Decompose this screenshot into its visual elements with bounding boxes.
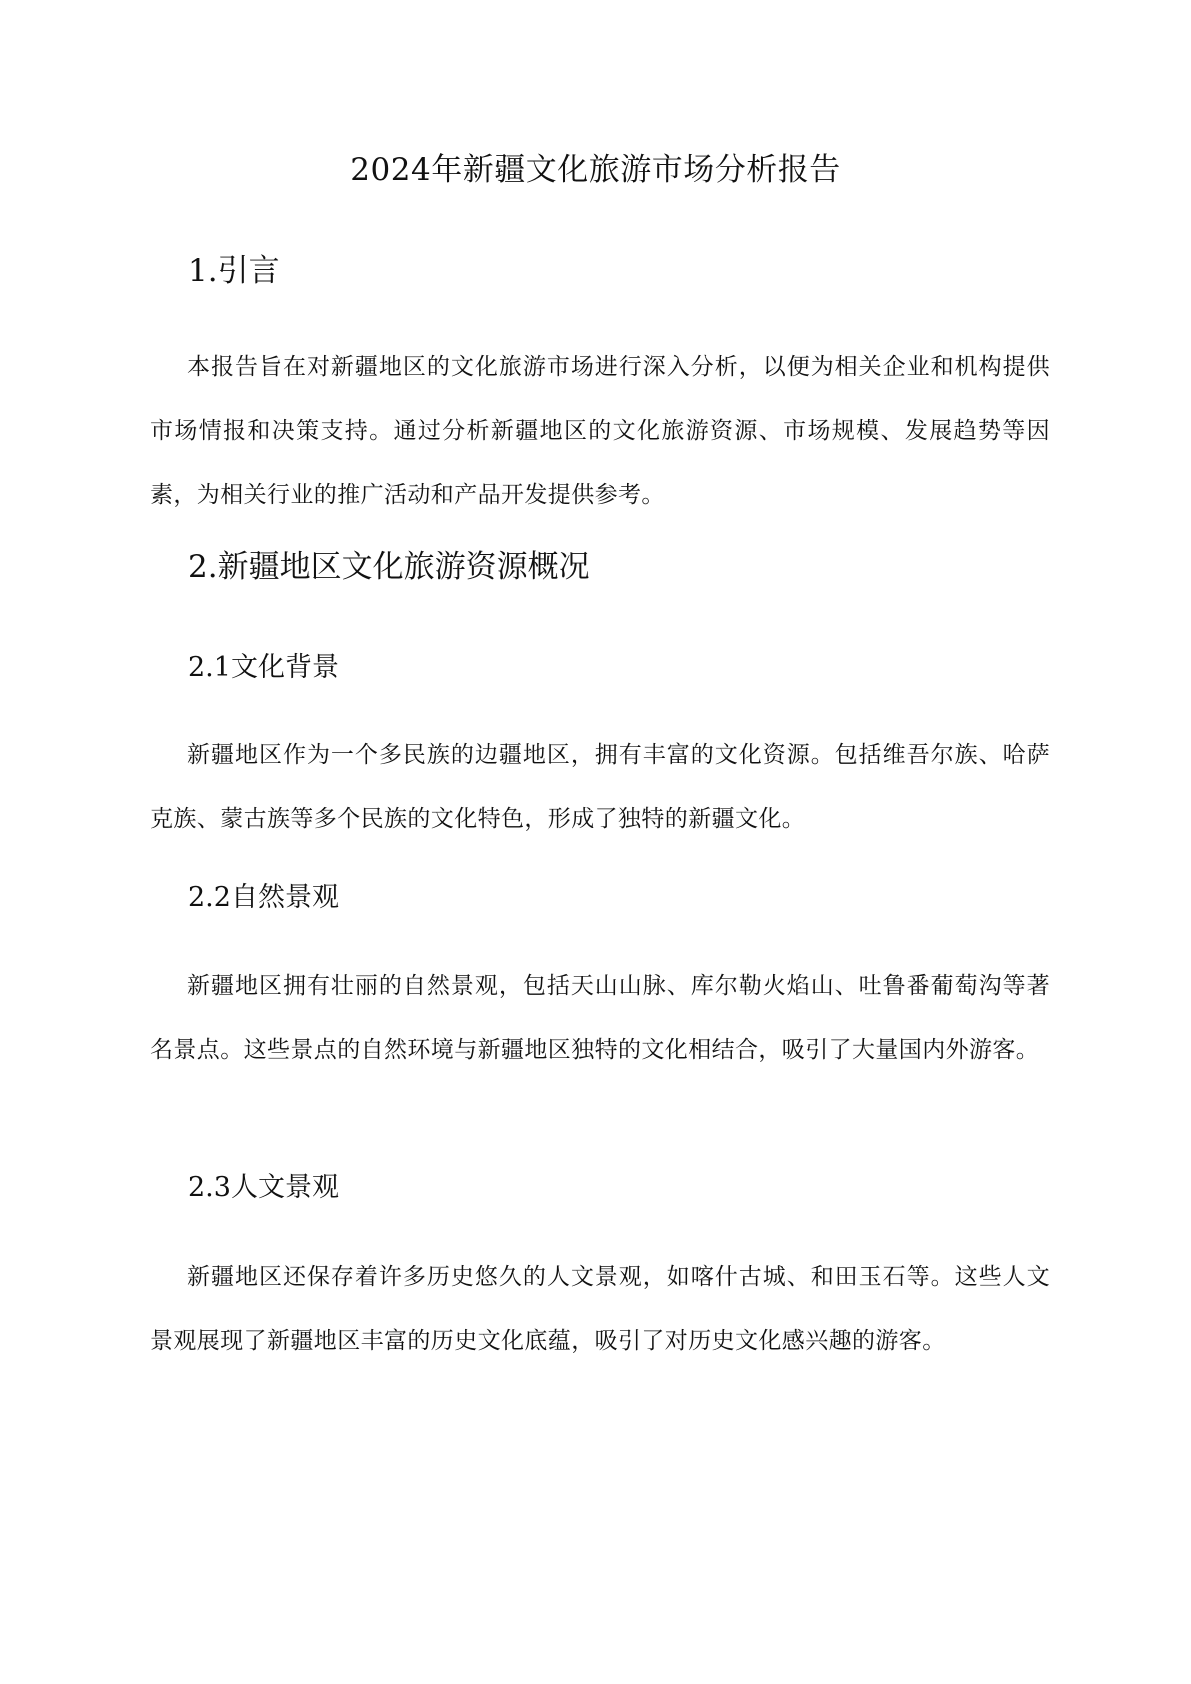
subsection-heading-cultural-background: 2.1文化背景 [188,652,339,683]
subsection-heading-cultural-landscape: 2.3人文景观 [188,1172,339,1203]
cultural-background-paragraph: 新疆地区作为一个多民族的边疆地区，拥有丰富的文化资源。包括维吾尔族、哈萨克族、蒙古族等多个民族的文化特色，形成了独特的新疆文化。 [150,742,1050,832]
natural-landscape-paragraph: 新疆地区拥有壮丽的自然景观，包括天山山脉、库尔勒火焰山、吐鲁番葡萄沟等著名景点。这些景点的自然环境与新疆地区独特的文化相结合，吸引了大量国内外游客。 [150,973,1050,1063]
subsection-heading-natural-landscape: 2.2自然景观 [188,882,339,913]
section-heading-introduction: 1.引言 [188,253,280,289]
introduction-paragraph: 本报告旨在对新疆地区的文化旅游市场进行深入分析，以便为相关企业和机构提供市场情报和决策支持。通过分析新疆地区的文化旅游资源、市场规模、发展趋势等因素，为相关行业的推广活动和产品开发提供参考。 [150,354,1050,508]
cultural-landscape-paragraph: 新疆地区还保存着许多历史悠久的人文景观，如喀什古城、和田玉石等。这些人文景观展现了新疆地区丰富的历史文化底蕴，吸引了对历史文化感兴趣的游客。 [150,1264,1050,1354]
document-title: 2024年新疆文化旅游市场分析报告 [350,152,841,188]
section-heading-resources-overview: 2.新疆地区文化旅游资源概况 [188,549,590,585]
